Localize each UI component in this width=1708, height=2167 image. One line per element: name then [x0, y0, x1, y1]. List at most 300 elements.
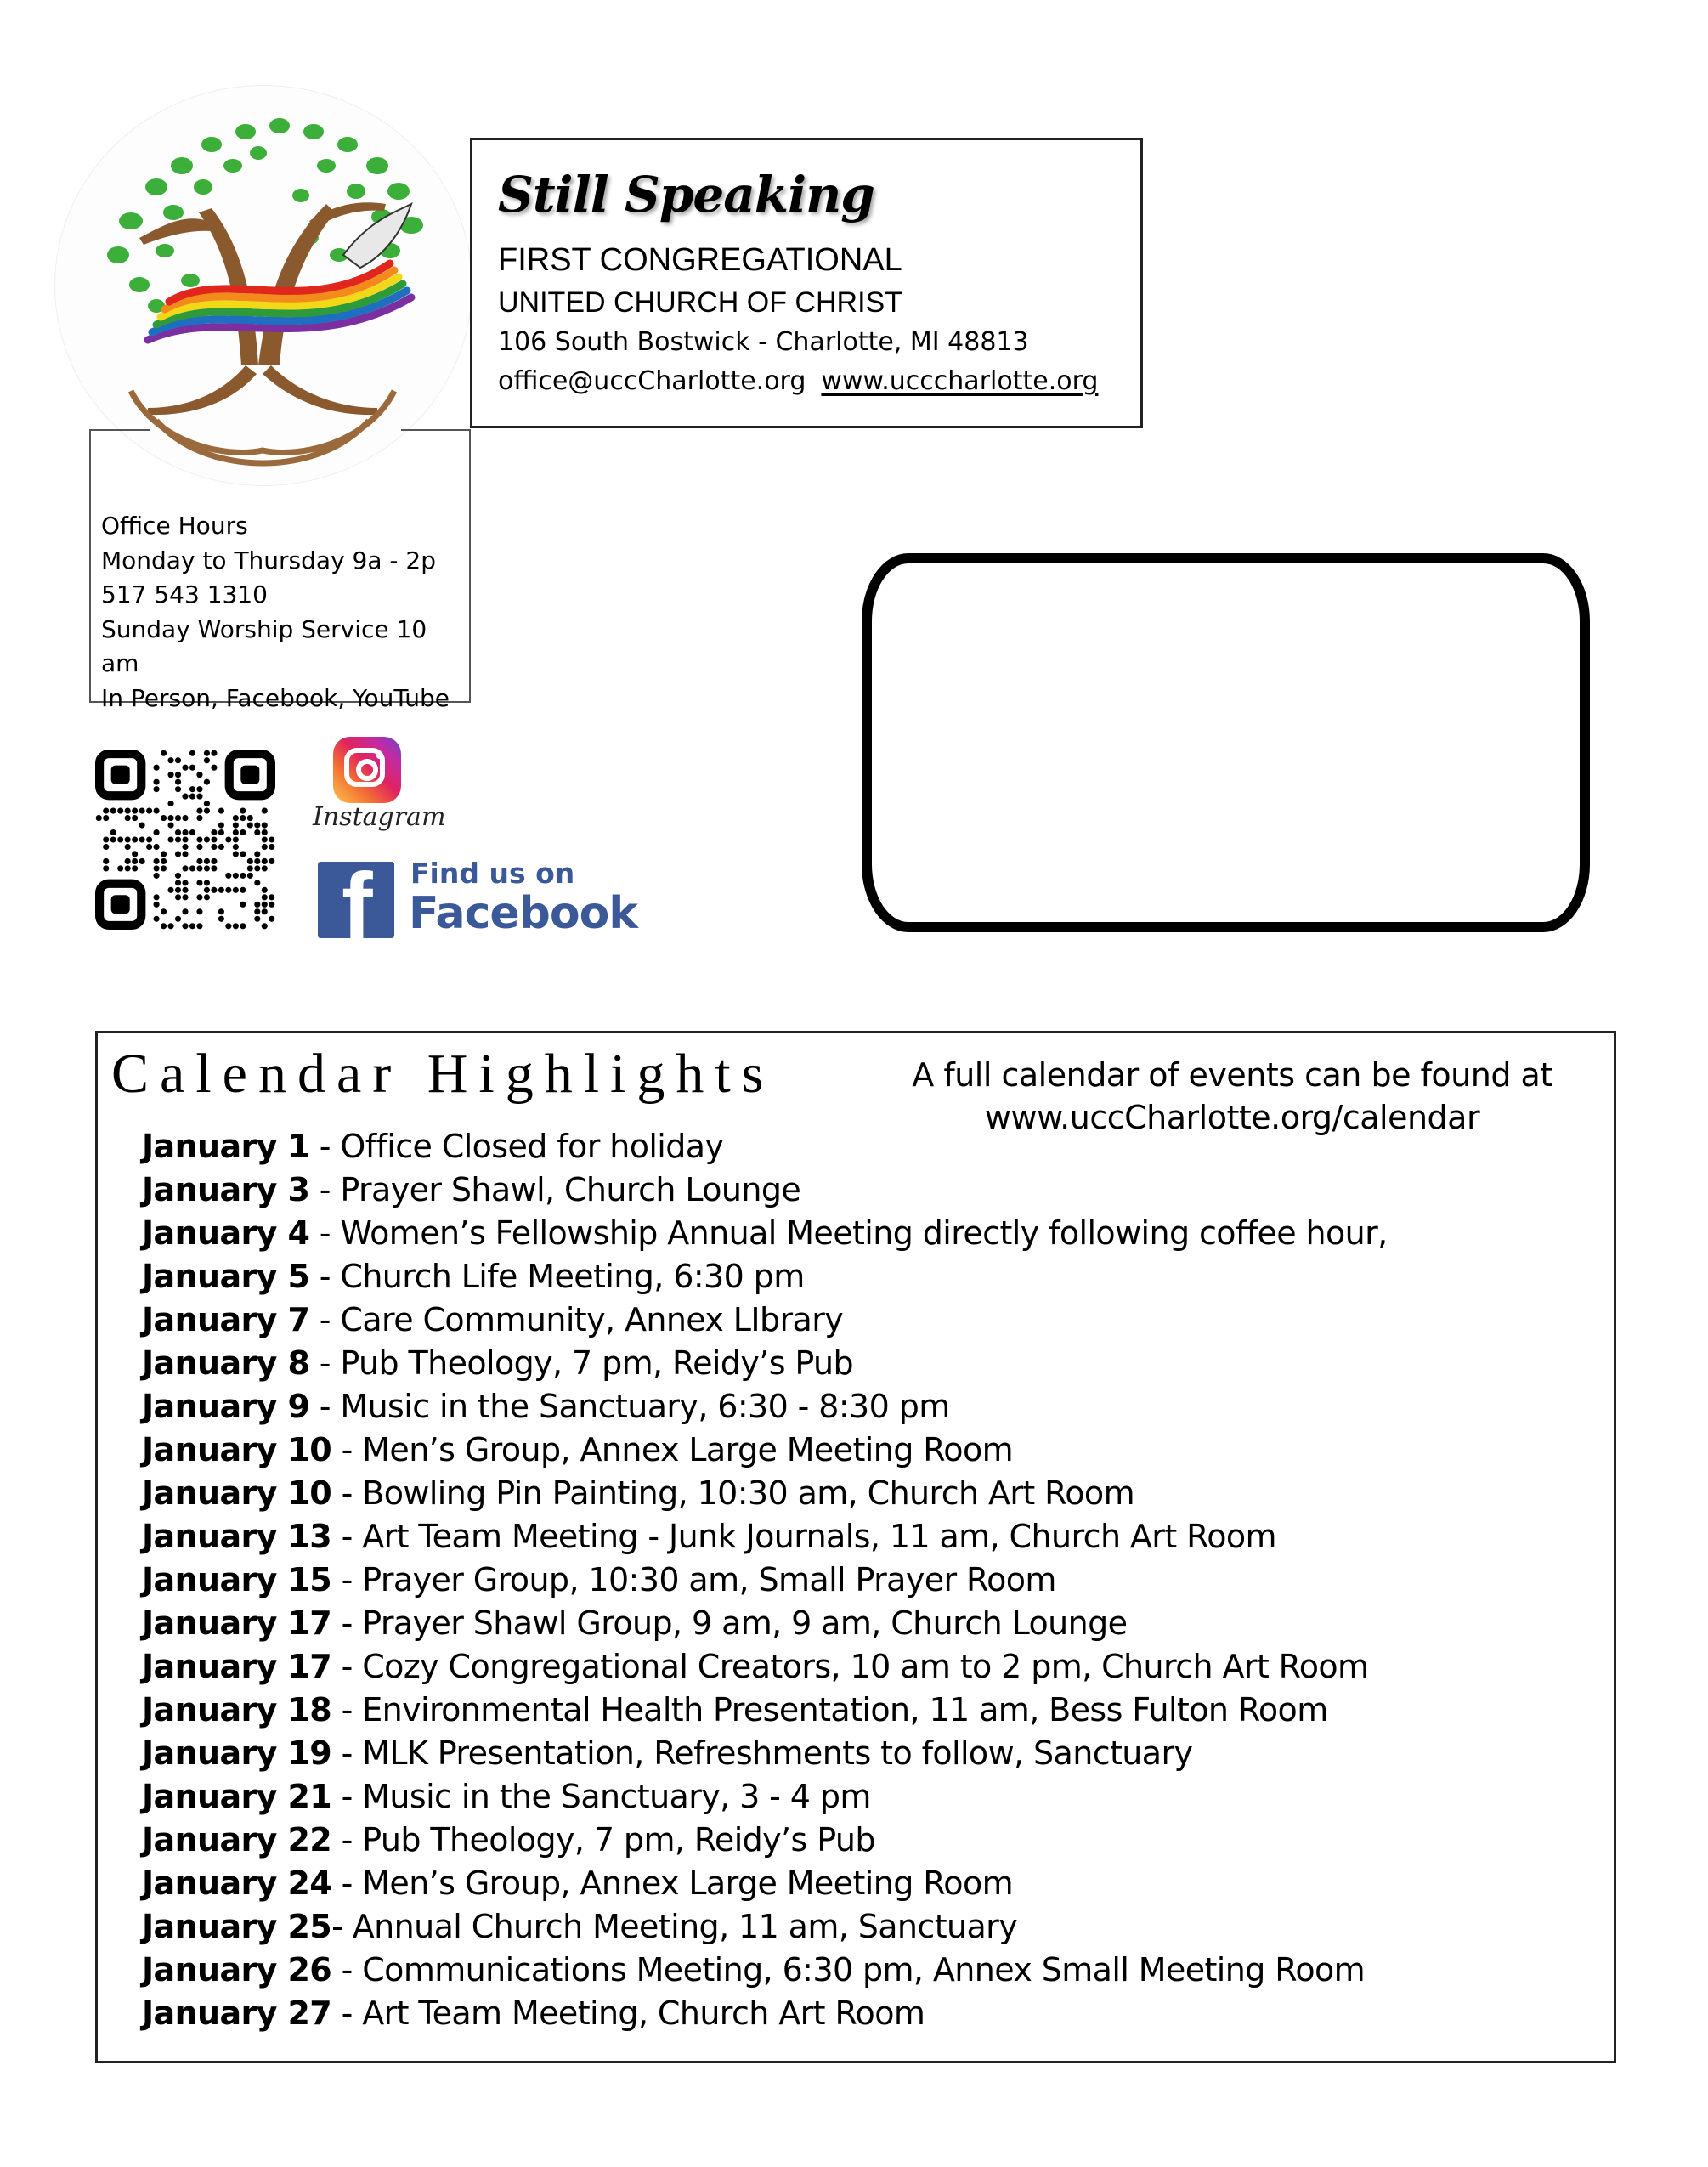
qr-module: [167, 772, 173, 778]
calendar-note-text: A full calendar of events can be found at: [912, 1056, 1552, 1094]
event-item: [142, 1472, 1388, 1515]
event-item: [142, 1862, 1388, 1905]
qr-module: [262, 923, 268, 929]
event-date: January 15: [142, 1561, 332, 1598]
event-separator: -: [309, 1258, 341, 1295]
qr-module: [225, 873, 231, 879]
qr-module: [240, 851, 246, 857]
qr-module: [167, 822, 173, 828]
event-item: [142, 1168, 1388, 1212]
event-item: [142, 1212, 1388, 1255]
qr-module: [240, 829, 246, 835]
qr-module: [233, 822, 239, 828]
qr-module: [247, 865, 253, 871]
qr-module: [146, 836, 152, 842]
event-separator: -: [331, 1648, 363, 1685]
event-separator: -: [331, 1561, 363, 1598]
event-description: Prayer Shawl Group, 9 am, 9 am, Church Lounge: [362, 1604, 1128, 1642]
qr-module: [161, 858, 167, 864]
qr-module: [262, 858, 268, 864]
qr-module: [154, 858, 160, 864]
qr-module: [189, 786, 195, 792]
qr-module: [196, 786, 202, 792]
qr-module: [139, 822, 145, 828]
qr-module: [154, 865, 160, 871]
qr-module: [254, 880, 260, 885]
email-link[interactable]: office@uccCharlotte.org: [498, 366, 806, 396]
qr-module: [182, 880, 188, 885]
qr-module: [154, 844, 160, 850]
event-description: Office Closed for holiday: [340, 1128, 724, 1165]
qr-module: [146, 808, 152, 814]
qr-module: [254, 908, 260, 914]
event-description: Prayer Group, 10:30 am, Small Prayer Room: [362, 1561, 1056, 1598]
instagram-icon-lens: [356, 759, 378, 781]
qr-module: [132, 815, 138, 821]
qr-module: [103, 858, 109, 864]
qr-module: [182, 923, 188, 929]
qr-module: [125, 865, 131, 871]
qr-module: [196, 772, 202, 778]
event-item: [142, 1429, 1388, 1472]
qr-module: [269, 858, 274, 864]
qr-module: [247, 858, 253, 864]
qr-module: [154, 808, 160, 814]
qr-module: [254, 865, 260, 871]
event-item: [142, 1905, 1388, 1949]
qr-module: [110, 829, 116, 835]
qr-module: [189, 865, 195, 871]
worship-time: Sunday Worship Service 10 am: [101, 614, 427, 677]
qr-module: [247, 822, 253, 828]
event-description: Communications Meeting, 6:30 pm, Annex Small Meeting Room: [362, 1951, 1366, 1989]
qr-module: [189, 750, 195, 756]
qr-module: [262, 829, 268, 835]
qr-module: [154, 829, 160, 835]
church-name: FIRST CONGREGATIONAL: [498, 242, 902, 278]
qr-module: [218, 844, 224, 850]
event-description: MLK Presentation, Refreshments to follow, Sanctuary: [362, 1734, 1193, 1772]
qr-module: [161, 908, 167, 914]
qr-module: [262, 887, 268, 893]
office-hours-box: [89, 429, 471, 712]
qr-module: [175, 894, 181, 900]
qr-module: [103, 815, 109, 821]
calendar-title: Calendar Highlights: [111, 1043, 775, 1105]
qr-module: [211, 858, 217, 864]
tree-rainbow-dove-icon: [54, 85, 471, 484]
event-item: [142, 1299, 1388, 1342]
qr-module: [196, 815, 202, 821]
box-border-right: [401, 429, 469, 431]
qr-module: [132, 865, 138, 871]
qr-module: [175, 779, 181, 785]
qr-module: [110, 808, 116, 814]
event-item: [142, 1992, 1388, 2035]
qr-module: [132, 858, 138, 864]
event-date: January 17: [142, 1604, 332, 1642]
qr-module: [125, 815, 131, 821]
qr-module: [125, 858, 131, 864]
qr-module: [204, 757, 210, 763]
qr-finder-center: [240, 766, 259, 784]
qr-module: [247, 815, 253, 821]
qr-module: [161, 750, 167, 756]
qr-module: [132, 851, 138, 857]
event-description: Music in the Sanctuary, 6:30 - 8:30 pm: [340, 1388, 950, 1425]
box-border-left: [91, 429, 150, 431]
qr-module: [262, 836, 268, 842]
qr-module: [161, 815, 167, 821]
qr-module: [254, 902, 260, 908]
event-description: Care Community, Annex LIbrary: [340, 1301, 844, 1338]
qr-module: [240, 902, 246, 908]
event-separator: -: [331, 1734, 363, 1772]
qr-module: [132, 808, 138, 814]
event-date: January 17: [142, 1648, 332, 1685]
qr-module: [161, 851, 167, 857]
event-item: [142, 1515, 1388, 1559]
calendar-highlights-box: [95, 1031, 1616, 2063]
qr-module: [218, 829, 224, 835]
event-separator: -: [331, 1604, 363, 1642]
event-description: Environmental Health Presentation, 11 am, Bess Fulton Room: [362, 1691, 1328, 1729]
event-item: [142, 1385, 1388, 1429]
event-separator: -: [331, 1908, 353, 1945]
qr-module: [233, 844, 239, 850]
qr-module: [269, 902, 274, 908]
qr-module: [175, 887, 181, 893]
event-description: Men’s Group, Annex Large Meeting Room: [362, 1431, 1014, 1468]
event-separator: -: [331, 1518, 363, 1555]
qr-module: [269, 916, 274, 922]
qr-module: [175, 829, 181, 835]
event-list: [142, 1125, 1388, 2035]
qr-module: [262, 865, 268, 871]
qr-module: [218, 808, 224, 814]
qr-module: [196, 923, 202, 929]
event-separator: -: [331, 1691, 363, 1729]
facebook-f-glyph: f: [342, 862, 373, 938]
qr-module: [262, 908, 268, 914]
qr-module: [269, 836, 274, 842]
qr-module: [204, 887, 210, 893]
event-item: [142, 1125, 1388, 1168]
office-hours-days: Monday to Thursday 9a - 2p: [101, 546, 437, 574]
qr-module: [154, 786, 160, 792]
qr-module: [125, 808, 131, 814]
qr-module: [211, 750, 217, 756]
qr-module: [196, 794, 202, 800]
qr-module: [204, 858, 210, 864]
church-logo: [54, 85, 471, 484]
qr-module: [132, 836, 138, 842]
qr-module: [189, 765, 195, 771]
event-date: January 4: [142, 1214, 310, 1252]
event-item: [142, 1689, 1388, 1732]
qr-module: [204, 894, 210, 900]
qr-module: [167, 923, 173, 929]
event-date: January 21: [142, 1778, 332, 1815]
qr-module: [161, 865, 167, 871]
qr-module: [262, 808, 268, 814]
qr-module: [211, 836, 217, 842]
qr-module: [154, 916, 160, 922]
qr-module: [254, 851, 260, 857]
event-separator: -: [309, 1388, 341, 1425]
qr-finder-center: [111, 895, 130, 914]
denomination: UNITED CHURCH OF CHRIST: [498, 286, 902, 319]
event-description: Pub Theology, 7 pm, Reidy’s Pub: [340, 1344, 854, 1382]
qr-module: [125, 844, 131, 850]
facebook-icon[interactable]: [318, 862, 394, 938]
event-date: January 8: [142, 1344, 310, 1382]
event-separator: -: [331, 1431, 363, 1468]
qr-module: [117, 836, 123, 842]
event-item: [142, 1342, 1388, 1385]
qr-module: [225, 836, 231, 842]
qr-module: [262, 902, 268, 908]
masthead-box: [470, 138, 1143, 428]
qr-module: [182, 865, 188, 871]
qr-module: [146, 844, 152, 850]
event-date: January 27: [142, 1994, 332, 2032]
qr-module: [262, 844, 268, 850]
event-item: [142, 1559, 1388, 1602]
qr-module: [204, 779, 210, 785]
event-description: Pub Theology, 7 pm, Reidy’s Pub: [362, 1821, 875, 1859]
qr-module: [233, 923, 239, 929]
qr-module: [139, 858, 145, 864]
qr-module: [262, 822, 268, 828]
event-date: January 13: [142, 1518, 332, 1555]
qr-module: [204, 801, 210, 806]
qr-module: [117, 808, 123, 814]
qr-module: [110, 836, 116, 842]
event-description: Women’s Fellowship Annual Meeting directly following coffee hour,: [340, 1214, 1388, 1252]
qr-module: [167, 801, 173, 806]
qr-module: [161, 923, 167, 929]
qr-module: [182, 794, 188, 800]
event-description: Art Team Meeting - Junk Journals, 11 am, Church Art Room: [362, 1518, 1276, 1555]
event-separator: -: [331, 1994, 363, 2032]
event-separator: -: [309, 1301, 341, 1338]
qr-module: [125, 836, 131, 842]
instagram-label[interactable]: Instagram: [313, 802, 446, 832]
qr-module: [204, 750, 210, 756]
qr-module: [175, 851, 181, 857]
qr-module: [167, 815, 173, 821]
address: 106 South Bostwick - Charlotte, MI 48813: [498, 327, 1029, 357]
event-description: Bowling Pin Painting, 10:30 am, Church Art Room: [362, 1474, 1134, 1512]
qr-module: [240, 808, 246, 814]
qr-module: [103, 808, 109, 814]
qr-module: [211, 829, 217, 835]
event-description: Church Life Meeting, 6:30 pm: [340, 1258, 805, 1295]
qr-module: [254, 822, 260, 828]
qr-module: [175, 815, 181, 821]
event-date: January 10: [142, 1474, 332, 1512]
event-separator: -: [309, 1344, 341, 1382]
qr-module: [175, 880, 181, 885]
qr-module: [225, 887, 231, 893]
event-date: January 26: [142, 1951, 332, 1989]
qr-module: [204, 836, 210, 842]
qr-module: [204, 880, 210, 885]
qr-module: [196, 880, 202, 885]
event-date: January 22: [142, 1821, 332, 1859]
facebook-find-label[interactable]: Find us on: [410, 857, 575, 890]
event-date: January 10: [142, 1431, 332, 1468]
qr-module: [218, 887, 224, 893]
qr-module: [182, 836, 188, 842]
event-item: [142, 1645, 1388, 1689]
qr-module: [167, 836, 173, 842]
qr-module: [218, 916, 224, 922]
qr-module: [225, 923, 231, 929]
office-hours-heading: Office Hours: [101, 512, 248, 540]
event-item: [142, 1819, 1388, 1862]
qr-module: [167, 757, 173, 763]
qr-module: [204, 808, 210, 814]
qr-module: [240, 887, 246, 893]
facebook-name-label[interactable]: Facebook: [409, 888, 637, 939]
event-date: January 19: [142, 1734, 332, 1772]
qr-module: [218, 908, 224, 914]
qr-module: [233, 887, 239, 893]
qr-module: [196, 808, 202, 814]
qr-module: [182, 894, 188, 900]
qr-module: [211, 865, 217, 871]
qr-module: [154, 873, 160, 879]
qr-module: [182, 908, 188, 914]
event-date: January 9: [142, 1388, 310, 1425]
qr-module: [196, 894, 202, 900]
qr-module: [175, 772, 181, 778]
event-item: [142, 1732, 1388, 1775]
qr-module: [247, 873, 253, 879]
qr-module: [240, 923, 246, 929]
qr-module: [139, 808, 145, 814]
qr-module: [254, 858, 260, 864]
qr-module: [139, 836, 145, 842]
office-phone: 517 543 1310: [101, 580, 268, 608]
qr-module: [233, 851, 239, 857]
qr-module: [254, 916, 260, 922]
newsletter-title: Still Speaking: [498, 166, 874, 223]
qr-module: [233, 836, 239, 842]
event-separator: -: [309, 1128, 341, 1165]
event-description: Prayer Shawl, Church Lounge: [340, 1171, 801, 1208]
event-item: [142, 1949, 1388, 1992]
qr-module: [103, 836, 109, 842]
qr-module: [218, 822, 224, 828]
qr-module: [182, 887, 188, 893]
qr-module: [103, 865, 109, 871]
qr-module: [154, 779, 160, 785]
qr-module: [117, 865, 123, 871]
event-description: Annual Church Meeting, 11 am, Sanctuary: [352, 1908, 1018, 1945]
qr-module: [175, 873, 181, 879]
contact-line: [498, 366, 1098, 396]
office-hours-text: [101, 509, 469, 716]
event-date: January 3: [142, 1171, 310, 1208]
event-date: January 18: [142, 1691, 332, 1729]
qr-module: [211, 844, 217, 850]
event-date: January 5: [142, 1258, 310, 1295]
qr-module: [254, 829, 260, 835]
instagram-icon[interactable]: [333, 737, 401, 803]
event-separator: -: [309, 1171, 341, 1208]
event-description: Art Team Meeting, Church Art Room: [362, 1994, 925, 2032]
event-description: Men’s Group, Annex Large Meeting Room: [362, 1864, 1014, 1902]
qr-module: [103, 844, 109, 850]
qr-module: [240, 873, 246, 879]
qr-module: [182, 829, 188, 835]
qr-code-icon[interactable]: [95, 750, 275, 930]
qr-module: [196, 908, 202, 914]
qr-module: [211, 887, 217, 893]
qr-module: [269, 894, 274, 900]
mailing-label-area: [862, 553, 1590, 932]
qr-module: [154, 765, 160, 771]
qr-module: [189, 829, 195, 835]
instagram-icon-dot: [376, 753, 382, 759]
event-separator: -: [331, 1951, 363, 1989]
event-item: [142, 1602, 1388, 1645]
qr-module: [154, 902, 160, 908]
qr-module: [175, 757, 181, 763]
qr-finder-center: [111, 766, 130, 784]
qr-module: [233, 829, 239, 835]
qr-module: [175, 786, 181, 792]
qr-module: [96, 815, 102, 821]
event-description: Music in the Sanctuary, 3 - 4 pm: [362, 1778, 871, 1815]
qr-module: [233, 815, 239, 821]
qr-module: [196, 858, 202, 864]
qr-module: [154, 894, 160, 900]
qr-module: [182, 765, 188, 771]
event-separator: -: [309, 1214, 341, 1252]
event-date: January 24: [142, 1864, 332, 1902]
event-separator: -: [331, 1778, 363, 1815]
qr-module: [175, 836, 181, 842]
qr-module: [189, 794, 195, 800]
qr-module: [233, 873, 239, 879]
qr-module: [175, 916, 181, 922]
qr-module: [211, 765, 217, 771]
event-date: January 1: [142, 1128, 310, 1165]
event-separator: -: [331, 1864, 363, 1902]
event-separator: -: [331, 1474, 363, 1512]
event-separator: -: [331, 1821, 363, 1859]
qr-module: [189, 923, 195, 929]
calendar-link[interactable]: www.uccCharlotte.org/calendar: [984, 1099, 1480, 1136]
website-link[interactable]: www.ucccharlotte.org: [821, 366, 1099, 396]
event-description: Cozy Congregational Creators, 10 am to 2 pm, Church Art Room: [362, 1648, 1369, 1685]
qr-module: [204, 865, 210, 871]
qr-module: [196, 844, 202, 850]
event-date: January 7: [142, 1301, 310, 1338]
event-item: [142, 1775, 1388, 1819]
qr-module: [196, 865, 202, 871]
qr-module: [182, 844, 188, 850]
event-item: [142, 1255, 1388, 1299]
qr-module: [196, 836, 202, 842]
qr-module: [269, 844, 274, 850]
worship-formats: In Person, Facebook, YouTube: [101, 683, 450, 712]
qr-module: [262, 894, 268, 900]
